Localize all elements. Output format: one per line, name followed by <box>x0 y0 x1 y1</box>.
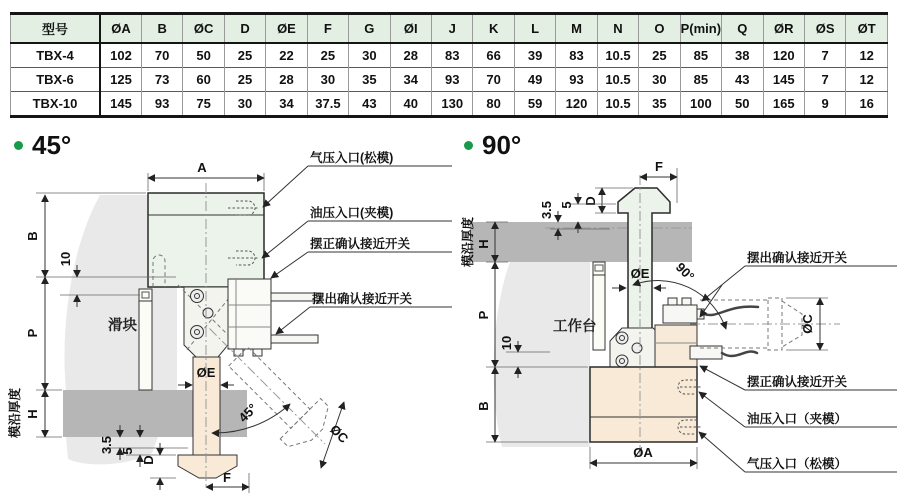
dim-h: H <box>25 409 40 419</box>
col-header-O: O <box>639 14 680 44</box>
sensor-block <box>655 298 758 368</box>
dim-p: P <box>25 328 40 338</box>
value-cell: 120 <box>763 43 804 68</box>
col-header-ØC: ØC <box>183 14 224 44</box>
dim-oa: ØA <box>633 445 653 460</box>
label-worktable: 工作台 <box>553 319 597 335</box>
value-cell: 25 <box>307 43 348 68</box>
dim-p: P <box>476 310 491 320</box>
dim-angle-90: 90° <box>672 259 698 285</box>
col-header-N: N <box>597 14 638 44</box>
dim-3-5: 3.5 <box>539 200 554 220</box>
col-header-ØS: ØS <box>804 14 845 44</box>
value-cell: 85 <box>680 43 721 68</box>
proximity-switch-top <box>663 305 697 323</box>
value-cell: 85 <box>680 68 721 92</box>
value-cell: 83 <box>432 43 473 68</box>
dim-b: B <box>25 231 40 241</box>
value-cell: 130 <box>432 92 473 117</box>
value-cell: 10.5 <box>597 68 638 92</box>
diagram-90 <box>450 115 900 495</box>
dim-oc: ØC <box>800 314 815 334</box>
col-header-B: B <box>141 14 182 44</box>
guide-pin <box>593 262 605 350</box>
dim-10: 10 <box>499 335 514 351</box>
value-cell: 80 <box>473 92 514 117</box>
col-header-J: J <box>432 14 473 44</box>
leader-labels-90 <box>699 250 897 472</box>
leader-labels-45 <box>262 150 452 334</box>
value-cell: 10.5 <box>597 92 638 117</box>
col-header-P(min): P(min) <box>680 14 721 44</box>
value-cell: 43 <box>722 68 763 92</box>
label-mold-edge: 模沿厚度 <box>8 387 22 439</box>
label-oil-inlet: 油压入口（夹模） <box>747 412 848 426</box>
col-header-ØI: ØI <box>390 14 431 44</box>
label-mold-edge: 模沿厚度 <box>461 216 475 268</box>
value-cell: 34 <box>390 68 431 92</box>
value-cell: 12 <box>846 43 888 68</box>
label-swing-in-switch: 摆正确认接近开关 <box>310 237 411 251</box>
col-header-D: D <box>224 14 265 44</box>
col-header-Q: Q <box>722 14 763 44</box>
table-row-TBX-4 <box>11 43 888 68</box>
label-swing-out-switch: 摆出确认接近开关 <box>747 251 848 265</box>
dim-d: D <box>583 196 598 206</box>
dim-oe: ØE <box>196 365 216 380</box>
diagram-45 <box>0 115 460 495</box>
dim-oe: ØE <box>630 266 650 281</box>
label-swing-out-switch: 摆出确认接近开关 <box>312 292 413 306</box>
value-cell: 50 <box>722 92 763 117</box>
value-cell: 50 <box>183 43 224 68</box>
spec-table-body <box>11 43 888 117</box>
col-header-ØR: ØR <box>763 14 804 44</box>
col-header-ØE: ØE <box>266 14 307 44</box>
worktable-block-shape <box>494 262 590 447</box>
value-cell: 30 <box>307 68 348 92</box>
value-cell: 40 <box>390 92 431 117</box>
header-row <box>11 14 888 44</box>
dim-a: A <box>197 160 207 175</box>
section-title-90: 90° <box>482 130 522 160</box>
value-cell: 9 <box>804 92 845 117</box>
value-cell: 125 <box>100 68 141 92</box>
value-cell: 93 <box>432 68 473 92</box>
col-header-F: F <box>307 14 348 44</box>
value-cell: 12 <box>846 68 888 92</box>
col-header-G: G <box>349 14 390 44</box>
model-cell: TBX-10 <box>11 92 101 117</box>
value-cell: 73 <box>141 68 182 92</box>
col-header-ØT: ØT <box>846 14 888 44</box>
table-row-TBX-10 <box>11 92 888 117</box>
dim-angle-45: 45° <box>235 400 261 426</box>
dim-5: 5 <box>559 201 574 209</box>
value-cell: 30 <box>639 68 680 92</box>
value-cell: 30 <box>224 92 265 117</box>
value-cell: 49 <box>514 68 555 92</box>
value-cell: 25 <box>224 68 265 92</box>
value-cell: 102 <box>100 43 141 68</box>
value-cell: 66 <box>473 43 514 68</box>
dim-3-5: 3.5 <box>99 435 114 455</box>
value-cell: 25 <box>639 43 680 68</box>
value-cell: 37.5 <box>307 92 348 117</box>
value-cell: 7 <box>804 43 845 68</box>
sensor-cable-bottom <box>722 352 757 356</box>
dim-h: H <box>476 239 491 249</box>
label-oil-inlet: 油压入口(夹模) <box>310 206 394 220</box>
value-cell: 38 <box>722 43 763 68</box>
label-air-inlet: 气压入口（松模） <box>747 457 848 471</box>
dim-d: D <box>141 455 156 465</box>
label-swing-in-switch: 摆正确认接近开关 <box>747 375 848 389</box>
dim-5: 5 <box>120 447 135 455</box>
value-cell: 35 <box>349 68 390 92</box>
value-cell: 70 <box>141 43 182 68</box>
value-cell: 16 <box>846 92 888 117</box>
col-header-K: K <box>473 14 514 44</box>
value-cell: 35 <box>639 92 680 117</box>
col-header-L: L <box>514 14 555 44</box>
spec-table-head <box>11 14 888 44</box>
cylinder-body <box>590 367 697 442</box>
dim-f: F <box>655 159 663 174</box>
value-cell: 22 <box>266 43 307 68</box>
value-cell: 120 <box>556 92 597 117</box>
value-cell: 93 <box>556 68 597 92</box>
value-cell: 30 <box>349 43 390 68</box>
dim-10: 10 <box>58 251 73 267</box>
value-cell: 60 <box>183 68 224 92</box>
dim-oc: ØC <box>326 421 352 447</box>
section-title-45: 45° <box>32 130 72 160</box>
value-cell: 39 <box>514 43 555 68</box>
spec-table <box>10 12 888 118</box>
guide-pin <box>139 289 152 390</box>
col-header-model: 型号 <box>11 14 101 44</box>
col-header-M: M <box>556 14 597 44</box>
label-slider: 滑块 <box>108 318 137 334</box>
value-cell: 10.5 <box>597 43 638 68</box>
value-cell: 165 <box>763 92 804 117</box>
col-header-ØA: ØA <box>100 14 141 44</box>
value-cell: 83 <box>556 43 597 68</box>
model-cell: TBX-6 <box>11 68 101 92</box>
sensor-cable-top <box>704 307 758 315</box>
proximity-switch-bottom <box>271 335 318 343</box>
value-cell: 28 <box>266 68 307 92</box>
value-cell: 25 <box>224 43 265 68</box>
value-cell: 145 <box>763 68 804 92</box>
value-cell: 75 <box>183 92 224 117</box>
value-cell: 100 <box>680 92 721 117</box>
label-air-inlet: 气压入口(松模) <box>310 151 394 165</box>
value-cell: 70 <box>473 68 514 92</box>
dim-b: B <box>476 401 491 411</box>
value-cell: 43 <box>349 92 390 117</box>
table-row-TBX-6 <box>11 68 888 92</box>
sensor-block <box>228 279 321 356</box>
value-cell: 145 <box>100 92 141 117</box>
value-cell: 7 <box>804 68 845 92</box>
value-cell: 34 <box>266 92 307 117</box>
value-cell: 59 <box>514 92 555 117</box>
value-cell: 93 <box>141 92 182 117</box>
model-cell: TBX-4 <box>11 43 101 68</box>
value-cell: 28 <box>390 43 431 68</box>
dim-f: F <box>223 470 231 485</box>
